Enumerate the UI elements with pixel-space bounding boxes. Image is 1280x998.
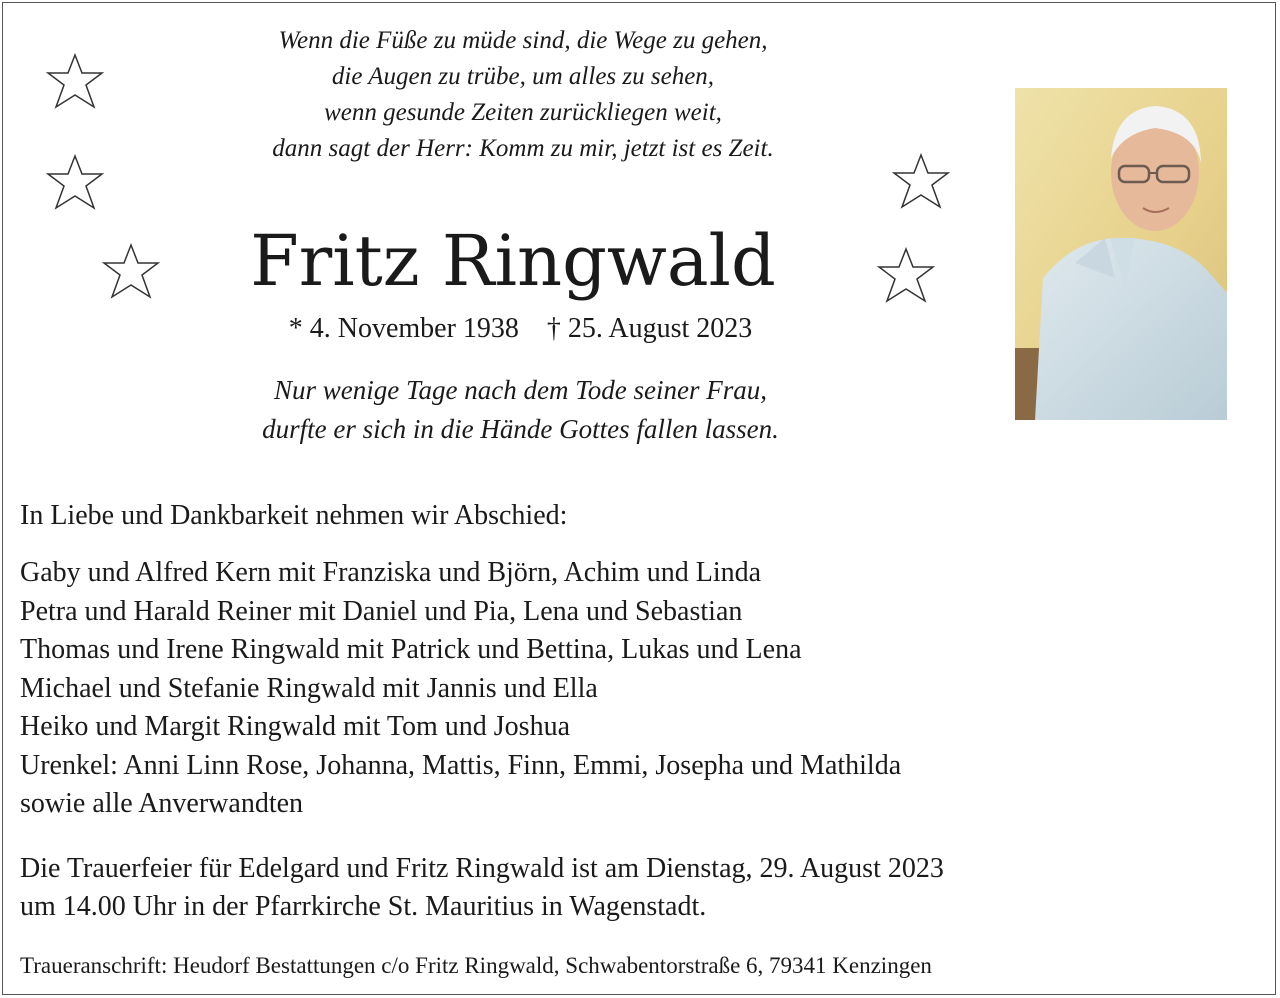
star-icon <box>45 53 105 117</box>
poem-line: die Augen zu trübe, um alles zu sehen, <box>331 63 715 90</box>
service-line: Die Trauerfeier für Edelgard und Fritz Ringwald ist am Dienstag, 29. August 2023 <box>20 853 944 884</box>
service-line: um 14.00 Uhr in der Pfarrkirche St. Mauritius in Wagenstadt. <box>20 891 707 922</box>
family-line: Gaby und Alfred Kern mit Franziska und Björn, Achim und Linda <box>20 557 762 588</box>
family-line: Michael und Stefanie Ringwald mit Jannis und Ella <box>20 672 598 704</box>
poem-line: Wenn die Füße zu müde sind, die Wege zu gehen, <box>278 27 768 54</box>
mourning-address: Traueranschrift: Heudorf Bestattungen c/o Fritz Ringwald, Schwabentorstraße 6, 79341 Kenzingen <box>20 953 932 978</box>
farewell-intro: In Liebe und Dankbarkeit nehmen wir Abschied: <box>20 500 568 531</box>
death-date: † 25. August 2023 <box>546 313 753 344</box>
family-list <box>20 554 1260 824</box>
opening-poem <box>123 23 923 167</box>
family-line: Urenkel: Anni Linn Rose, Johanna, Mattis, Finn, Emmi, Josepha und Mathilda <box>20 749 902 781</box>
quote-line: Nur wenige Tage nach dem Tode seiner Frau, <box>274 375 767 405</box>
family-line: sowie alle Anverwandten <box>20 788 304 819</box>
family-line: Thomas und Irene Ringwald mit Patrick und Bettina, Lukas und Lena <box>20 634 802 665</box>
portrait-photo <box>1015 88 1227 420</box>
star-icon <box>45 154 105 218</box>
quote-line: durfte er sich in die Hände Gottes fallen lassen. <box>262 414 779 444</box>
family-line: Petra und Harald Reiner mit Daniel und Pia, Lena und Sebastian <box>20 595 743 627</box>
life-dates <box>123 309 918 349</box>
poem-line: dann sagt der Herr: Komm zu mir, jetzt ist es Zeit. <box>272 135 774 162</box>
obituary-notice <box>2 2 1276 995</box>
poem-line: wenn gesunde Zeiten zurückliegen weit, <box>324 99 722 126</box>
deceased-name: Fritz Ringwald <box>250 220 776 302</box>
funeral-service-info <box>20 850 1260 926</box>
memorial-quote <box>123 371 918 449</box>
family-line: Heiko und Margit Ringwald mit Tom und Joshua <box>20 711 570 742</box>
birth-date: * 4. November 1938 <box>288 313 519 344</box>
